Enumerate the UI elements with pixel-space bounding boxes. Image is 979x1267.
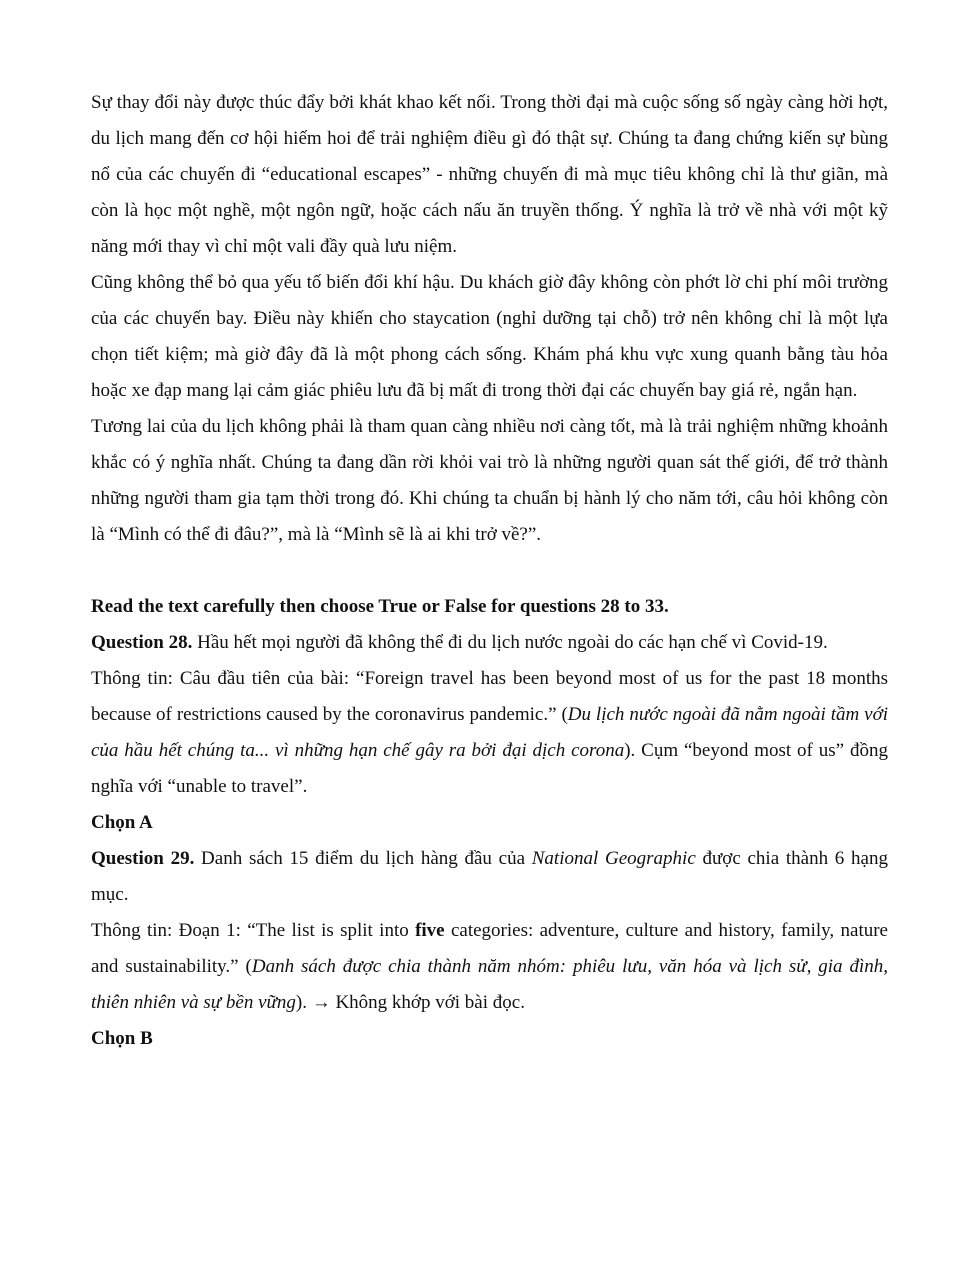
question-28: [91, 625, 888, 661]
question-28-info-end: ). Cụm “beyond most of us” đồng nghĩa với “unable to travel”.: [91, 740, 888, 797]
question-28-info-translation: Du lịch nước ngoài đã nằm ngoài tầm với của hầu hết chúng ta... vì những hạn chế gây ra bởi đại dịch corona: [91, 704, 888, 761]
passage-paragraph-1: Sự thay đổi này được thúc đẩy bởi khát khao kết nối. Trong thời đại mà cuộc sống số ngày càng hời hợt, du lịch mang đến cơ hội hiếm hoi để trải nghiệm điều gì đó thật sự. Chúng ta đang chứng kiến sự bùng nổ của các chuyến đi “educational escapes” - những chuyến đi mà mục tiêu không chỉ là thư giãn, mà còn là học một nghề, một ngôn ngữ, hoặc cách nấu ăn truyền thống. Ý nghĩa là trở về nhà với một kỹ năng mới thay vì chỉ một vali đầy quà lưu niệm.: [91, 92, 888, 257]
document-page: [91, 85, 888, 1057]
question-29-info-start: Thông tin: Đoạn 1: “The list is split into: [91, 920, 416, 941]
question-29-info-end: ). → Không khớp với bài đọc.: [295, 992, 525, 1013]
question-29-text-italic: National Geographic: [531, 848, 696, 869]
question-29-info-translation: Danh sách được chia thành năm nhóm: phiêu lưu, văn hóa và lịch sử, gia đình, thiên nhiên và sự bền vững: [91, 956, 888, 1013]
question-28-label: Question 28.: [91, 632, 193, 653]
passage-paragraph-2: Cũng không thể bỏ qua yếu tố biến đổi khí hậu. Du khách giờ đây không còn phớt lờ chi phí môi trường của các chuyến bay. Điều này khiến cho staycation (nghỉ dưỡng tại chỗ) trở nên không chỉ là một lựa chọn tiết kiệm; mà giờ đây đã là một phong cách sống. Khám phá khu vực xung quanh bằng tàu hỏa hoặc xe đạp mang lại cảm giác phiêu lưu đã bị mất đi trong thời đại các chuyến bay giá rẻ, ngắn hạn.: [91, 272, 888, 401]
blank-line: [91, 553, 888, 589]
question-29-text-end: được chia thành 6 hạng mục.: [91, 848, 888, 905]
instruction-heading: Read the text carefully then choose True or False for questions 28 to 33.: [91, 596, 669, 617]
question-29-info: [91, 913, 888, 1021]
question-29-label: Question 29.: [91, 848, 195, 869]
question-29: [91, 841, 888, 913]
question-29-info-bold: five: [415, 920, 445, 941]
question-28-info-start: Thông tin: Câu đầu tiên của bài: “Foreign travel has been beyond most of us for the past 18 months because of restrictions caused by the coronavirus pandemic.” (: [91, 668, 888, 725]
question-29-text-start: Danh sách 15 điểm du lịch hàng đầu của: [194, 848, 532, 869]
question-28-info: [91, 661, 888, 805]
question-28-text: Hầu hết mọi người đã không thể đi du lịch nước ngoài do các hạn chế vì Covid-19.: [192, 632, 828, 653]
question-29-answer: Chọn B: [91, 1028, 153, 1049]
question-28-answer: Chọn A: [91, 812, 153, 833]
question-29-info-mid: categories: adventure, culture and history, family, nature and sustainability.” (: [91, 920, 888, 977]
passage-paragraph-3: Tương lai của du lịch không phải là tham quan càng nhiều nơi càng tốt, mà là trải nghiệm những khoảnh khắc có ý nghĩa nhất. Chúng ta đang dần rời khỏi vai trò là những người quan sát thế giới, để trở thành những người tham gia tạm thời trong đó. Khi chúng ta chuẩn bị hành lý cho năm tới, câu hỏi không còn là “Mình có thể đi đâu?”, mà là “Mình sẽ là ai khi trở về?”.: [91, 416, 888, 545]
